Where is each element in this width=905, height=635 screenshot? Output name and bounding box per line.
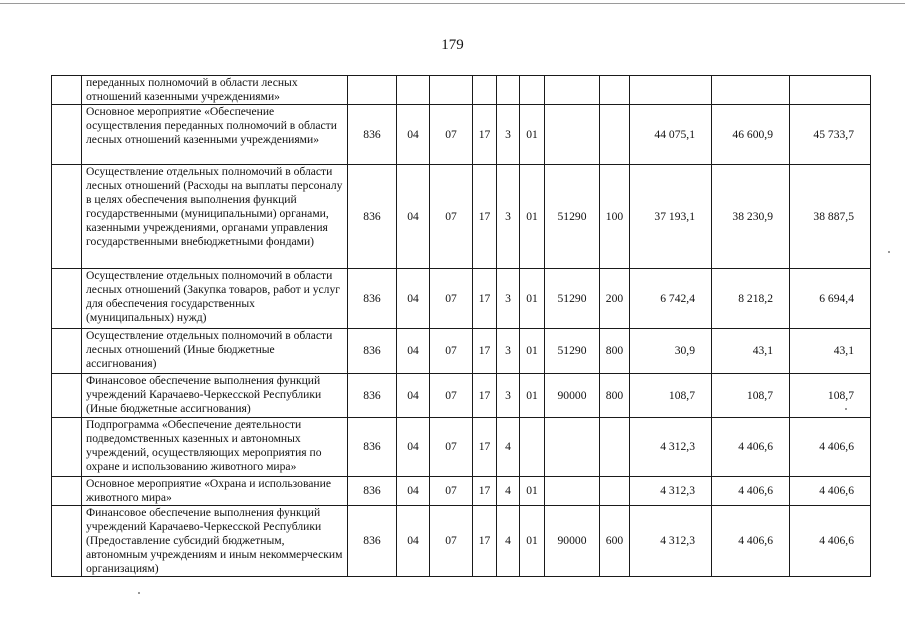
amount-3-cell: 108,7 <box>790 374 871 418</box>
main-event-code-cell: 01 <box>520 105 545 165</box>
section-code-cell: 04 <box>397 269 430 329</box>
amount-2-cell: 4 406,6 <box>712 477 790 506</box>
row-number-cell <box>52 269 82 329</box>
direction-code-cell: 51290 <box>545 329 600 374</box>
table-row <box>52 418 871 477</box>
subprogram-code-cell: 4 <box>497 506 520 577</box>
amount-3-cell: 4 406,6 <box>790 506 871 577</box>
section-code-cell: 04 <box>397 374 430 418</box>
row-number-cell <box>52 374 82 418</box>
subsection-code-cell: 07 <box>430 506 473 577</box>
amount-2-cell: 8 218,2 <box>712 269 790 329</box>
subsection-code-cell: 07 <box>430 269 473 329</box>
ministry-code-cell: 836 <box>348 329 397 374</box>
table-row <box>52 374 871 418</box>
amount-1-cell <box>630 76 712 105</box>
table-row <box>52 165 871 269</box>
amount-3-cell: 6 694,4 <box>790 269 871 329</box>
section-code-cell: 04 <box>397 477 430 506</box>
expense-type-cell <box>600 76 630 105</box>
amount-3-cell <box>790 76 871 105</box>
expense-type-cell <box>600 477 630 506</box>
expense-type-cell: 800 <box>600 329 630 374</box>
subsection-code-cell: 07 <box>430 165 473 269</box>
item-name-cell: Осуществление отдельных полномочий в области лесных отношений (Расходы на выплаты персоналу в целях обеспечения выполнения функций государственными (муниципальными) органами, казенными учреждениями, органами управления государственными внебюджетными фондами) <box>82 165 348 269</box>
scan-speck <box>888 251 890 253</box>
item-name-cell: Осуществление отдельных полномочий в области лесных отношений (Закупка товаров, работ и услуг для обеспечения государственных (муниципальных) нужд) <box>82 269 348 329</box>
item-name-cell: Подпрограмма «Обеспечение деятельности подведомственных казенных и автономных учреждений, осуществляющих мероприятия по охране и использованию животного мира» <box>82 418 348 477</box>
subsection-code-cell: 07 <box>430 105 473 165</box>
page-top-rule <box>0 3 905 4</box>
section-code-cell <box>397 76 430 105</box>
subprogram-code-cell: 3 <box>497 269 520 329</box>
scan-speck <box>138 592 140 594</box>
ministry-code-cell: 836 <box>348 165 397 269</box>
program-code-cell: 17 <box>473 477 497 506</box>
direction-code-cell: 51290 <box>545 165 600 269</box>
main-event-code-cell <box>520 76 545 105</box>
subprogram-code-cell <box>497 76 520 105</box>
row-number-cell <box>52 329 82 374</box>
row-number-cell <box>52 506 82 577</box>
program-code-cell: 17 <box>473 269 497 329</box>
item-name-cell: Основное мероприятие «Обеспечение осуществления переданных полномочий в области лесных отношений казенными учреждениями» <box>82 105 348 165</box>
table-row <box>52 477 871 506</box>
amount-2-cell: 43,1 <box>712 329 790 374</box>
ministry-code-cell: 836 <box>348 269 397 329</box>
scan-speck <box>845 408 847 410</box>
amount-1-cell: 4 312,3 <box>630 506 712 577</box>
item-name-cell: переданных полномочий в области лесных отношений казенными учреждениями» <box>82 76 348 105</box>
item-name-cell: Финансовое обеспечение выполнения функций учреждений Карачаево-Черкесской Республики (Предоставление субсидий бюджетным, автономным учреждениям и иным некоммерческим организациям) <box>82 506 348 577</box>
item-name-cell: Основное мероприятие «Охрана и использование животного мира» <box>82 477 348 506</box>
subsection-code-cell: 07 <box>430 374 473 418</box>
section-code-cell: 04 <box>397 329 430 374</box>
main-event-code-cell: 01 <box>520 374 545 418</box>
direction-code-cell: 90000 <box>545 506 600 577</box>
amount-3-cell: 38 887,5 <box>790 165 871 269</box>
row-number-cell <box>52 76 82 105</box>
table-row <box>52 269 871 329</box>
main-event-code-cell: 01 <box>520 506 545 577</box>
amount-2-cell: 108,7 <box>712 374 790 418</box>
subprogram-code-cell: 4 <box>497 477 520 506</box>
table-row <box>52 76 871 105</box>
row-number-cell <box>52 165 82 269</box>
expense-type-cell: 600 <box>600 506 630 577</box>
amount-2-cell: 4 406,6 <box>712 418 790 477</box>
item-name-cell: Финансовое обеспечение выполнения функций учреждений Карачаево-Черкесской Республики (Иные бюджетные ассигнования) <box>82 374 348 418</box>
subsection-code-cell: 07 <box>430 477 473 506</box>
budget-table-body <box>52 76 871 577</box>
section-code-cell: 04 <box>397 506 430 577</box>
row-number-cell <box>52 105 82 165</box>
amount-1-cell: 4 312,3 <box>630 477 712 506</box>
main-event-code-cell <box>520 418 545 477</box>
item-name-cell: Осуществление отдельных полномочий в области лесных отношений (Иные бюджетные ассигнования) <box>82 329 348 374</box>
amount-1-cell: 44 075,1 <box>630 105 712 165</box>
amount-3-cell: 4 406,6 <box>790 418 871 477</box>
ministry-code-cell: 836 <box>348 374 397 418</box>
table-row <box>52 105 871 165</box>
section-code-cell: 04 <box>397 165 430 269</box>
ministry-code-cell <box>348 76 397 105</box>
subprogram-code-cell: 4 <box>497 418 520 477</box>
table-row <box>52 506 871 577</box>
expense-type-cell: 200 <box>600 269 630 329</box>
budget-table <box>51 75 871 577</box>
amount-1-cell: 6 742,4 <box>630 269 712 329</box>
main-event-code-cell: 01 <box>520 165 545 269</box>
expense-type-cell: 100 <box>600 165 630 269</box>
subprogram-code-cell: 3 <box>497 374 520 418</box>
expense-type-cell <box>600 418 630 477</box>
amount-1-cell: 108,7 <box>630 374 712 418</box>
direction-code-cell: 51290 <box>545 269 600 329</box>
ministry-code-cell: 836 <box>348 477 397 506</box>
direction-code-cell <box>545 418 600 477</box>
expense-type-cell: 800 <box>600 374 630 418</box>
ministry-code-cell: 836 <box>348 506 397 577</box>
main-event-code-cell: 01 <box>520 477 545 506</box>
program-code-cell: 17 <box>473 165 497 269</box>
direction-code-cell <box>545 477 600 506</box>
direction-code-cell <box>545 76 600 105</box>
row-number-cell <box>52 418 82 477</box>
amount-3-cell: 43,1 <box>790 329 871 374</box>
direction-code-cell: 90000 <box>545 374 600 418</box>
subsection-code-cell <box>430 76 473 105</box>
program-code-cell: 17 <box>473 105 497 165</box>
main-event-code-cell: 01 <box>520 269 545 329</box>
ministry-code-cell: 836 <box>348 418 397 477</box>
section-code-cell: 04 <box>397 418 430 477</box>
program-code-cell: 17 <box>473 418 497 477</box>
subsection-code-cell: 07 <box>430 418 473 477</box>
subprogram-code-cell: 3 <box>497 105 520 165</box>
amount-3-cell: 4 406,6 <box>790 477 871 506</box>
page-number: 179 <box>441 37 464 53</box>
direction-code-cell <box>545 105 600 165</box>
amount-2-cell <box>712 76 790 105</box>
amount-1-cell: 4 312,3 <box>630 418 712 477</box>
main-event-code-cell: 01 <box>520 329 545 374</box>
amount-2-cell: 38 230,9 <box>712 165 790 269</box>
subsection-code-cell: 07 <box>430 329 473 374</box>
program-code-cell: 17 <box>473 329 497 374</box>
amount-1-cell: 37 193,1 <box>630 165 712 269</box>
program-code-cell: 17 <box>473 506 497 577</box>
amount-2-cell: 46 600,9 <box>712 105 790 165</box>
subprogram-code-cell: 3 <box>497 329 520 374</box>
amount-1-cell: 30,9 <box>630 329 712 374</box>
subprogram-code-cell: 3 <box>497 165 520 269</box>
ministry-code-cell: 836 <box>348 105 397 165</box>
row-number-cell <box>52 477 82 506</box>
section-code-cell: 04 <box>397 105 430 165</box>
expense-type-cell <box>600 105 630 165</box>
amount-2-cell: 4 406,6 <box>712 506 790 577</box>
program-code-cell: 17 <box>473 374 497 418</box>
program-code-cell <box>473 76 497 105</box>
table-row <box>52 329 871 374</box>
amount-3-cell: 45 733,7 <box>790 105 871 165</box>
